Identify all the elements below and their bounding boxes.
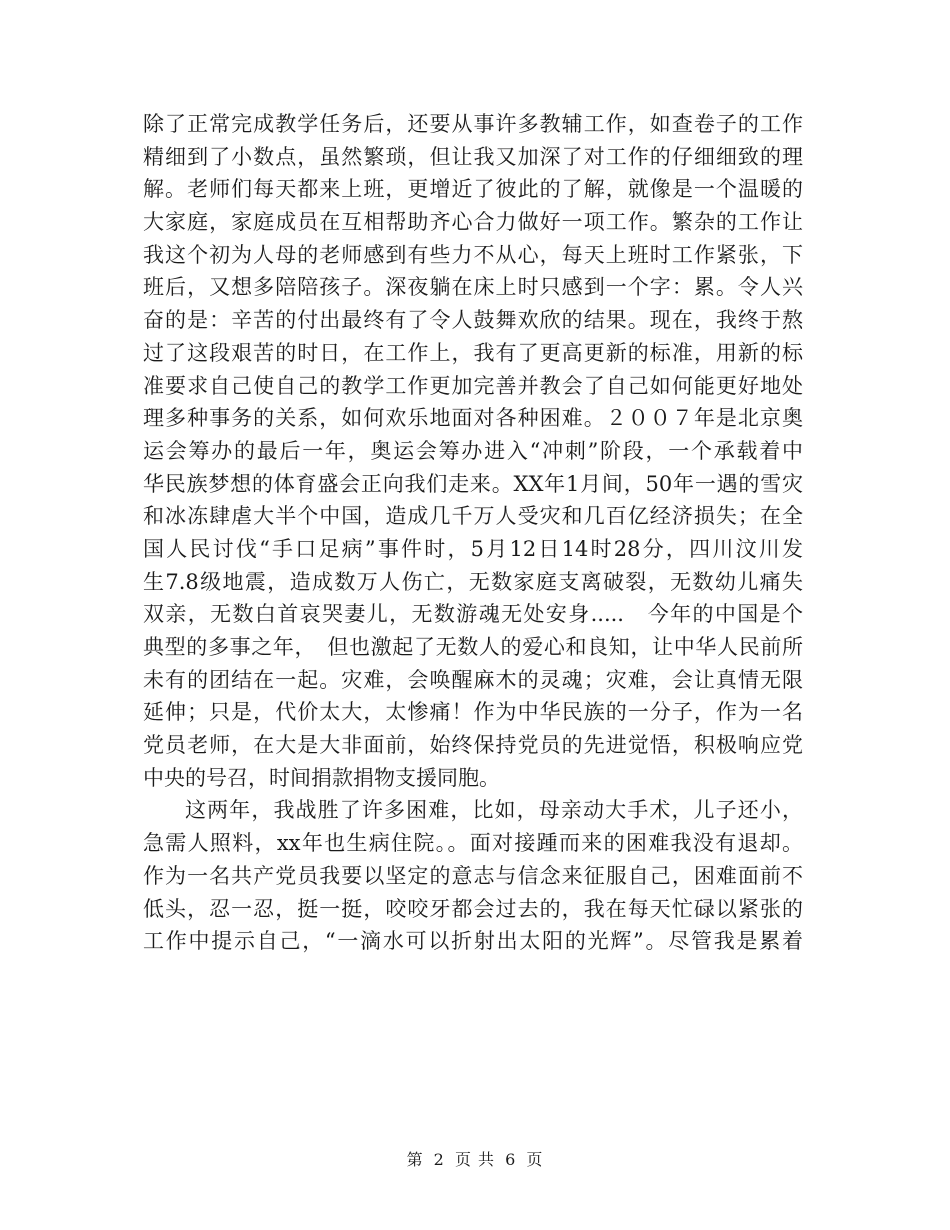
text-line: 作为一名共产党员我要以坚定的意志与信念来征服自己，困难面前不 xyxy=(143,863,803,888)
text-line: 党员老师，在大是大非面前，始终保持党员的先进觉悟，积极响应党 xyxy=(143,733,803,758)
paragraph-2 xyxy=(143,794,803,957)
text-line: 生7.8级地震，造成数万人伤亡，无数家庭支离破裂，无数幼儿痛失 xyxy=(143,569,803,594)
text-line: 国人民讨伐“手口足病”事件时，5月12日14时28分，四川汶川发 xyxy=(143,536,803,561)
text-line: 我这个初为人母的老师感到有些力不从心，每天上班时工作紧张，下 xyxy=(143,242,803,267)
text-line: 未有的团结在一起。灾难，会唤醒麻木的灵魂；灾难，会让真情无限 xyxy=(143,667,803,692)
text-line: 中央的号召，时间捐款捐物支援同胞。 xyxy=(143,765,500,790)
text-line: 急需人照料，xx年也生病住院。。面对接踵而来的困难我没有退却。 xyxy=(143,831,803,856)
text-line: 典型的多事之年， 但也激起了无数人的爱心和良知，让中华人民前所 xyxy=(143,635,803,659)
current-page-number: 2 xyxy=(433,1150,445,1169)
text-line: 工作中提示自己，“一滴水可以折射出太阳的光辉”。尽管我是累着 xyxy=(143,929,803,954)
text-line: 班后，又想多陪陪孩子。深夜躺在床上时只感到一个字：累。令人兴 xyxy=(143,275,803,300)
text-line: 延伸；只是，代价太大，太惨痛！作为中华民族的一分子，作为一名 xyxy=(143,700,803,725)
text-line: 奋的是：辛苦的付出最终有了令人鼓舞欢欣的结果。现在，我终于熬 xyxy=(143,308,803,333)
text-line: 除了正常完成教学任务后，还要从事许多教辅工作，如查卷子的工作 xyxy=(143,112,803,136)
text-line: 理多种事务的关系，如何欢乐地面对各种困难。２００７年是北京奥 xyxy=(143,406,803,431)
text-line: 这两年，我战胜了许多困难，比如，母亲动大手术，儿子还小， xyxy=(185,798,803,823)
text-line: 精细到了小数点，虽然繁琐，但让我又加深了对工作的仔细细致的理 xyxy=(143,144,803,169)
body-text xyxy=(143,108,803,958)
text-line: 和冰冻肆虐大半个中国，造成几千万人受灾和几百亿经济损失；在全 xyxy=(143,504,803,529)
text-line: 华民族梦想的体育盛会正向我们走来。XX年1月间，50年一遇的雪灾 xyxy=(143,471,803,496)
total-page-count: 6 xyxy=(505,1150,517,1169)
footer-prefix: 第 xyxy=(406,1150,424,1169)
text-line: 大家庭，家庭成员在互相帮助齐心合力做好一项工作。繁杂的工作让 xyxy=(143,210,803,235)
text-line: 过了这段艰苦的时日，在工作上，我有了更高更新的标准，用新的标 xyxy=(143,340,803,365)
footer-suffix: 页 xyxy=(526,1150,544,1169)
text-line: 运会筹办的最后一年，奥运会筹办进入“冲刺”阶段，一个承载着中 xyxy=(143,438,803,463)
text-line: 双亲，无数白首哀哭妻儿，无数游魂无处安身..... 今年的中国是个 xyxy=(143,602,803,627)
footer-middle: 页 共 xyxy=(454,1150,496,1169)
page-footer xyxy=(0,1147,950,1170)
text-line: 解。老师们每天都来上班，更增近了彼此的了解，就像是一个温暖的 xyxy=(143,177,803,202)
text-line: 低头，忍一忍，挺一挺，咬咬牙都会过去的，我在每天忙碌以紧张的 xyxy=(143,896,803,921)
paragraph-1 xyxy=(143,108,803,794)
text-line: 准要求自己使自己的教学工作更加完善并教会了自己如何能更好地处 xyxy=(143,373,803,398)
